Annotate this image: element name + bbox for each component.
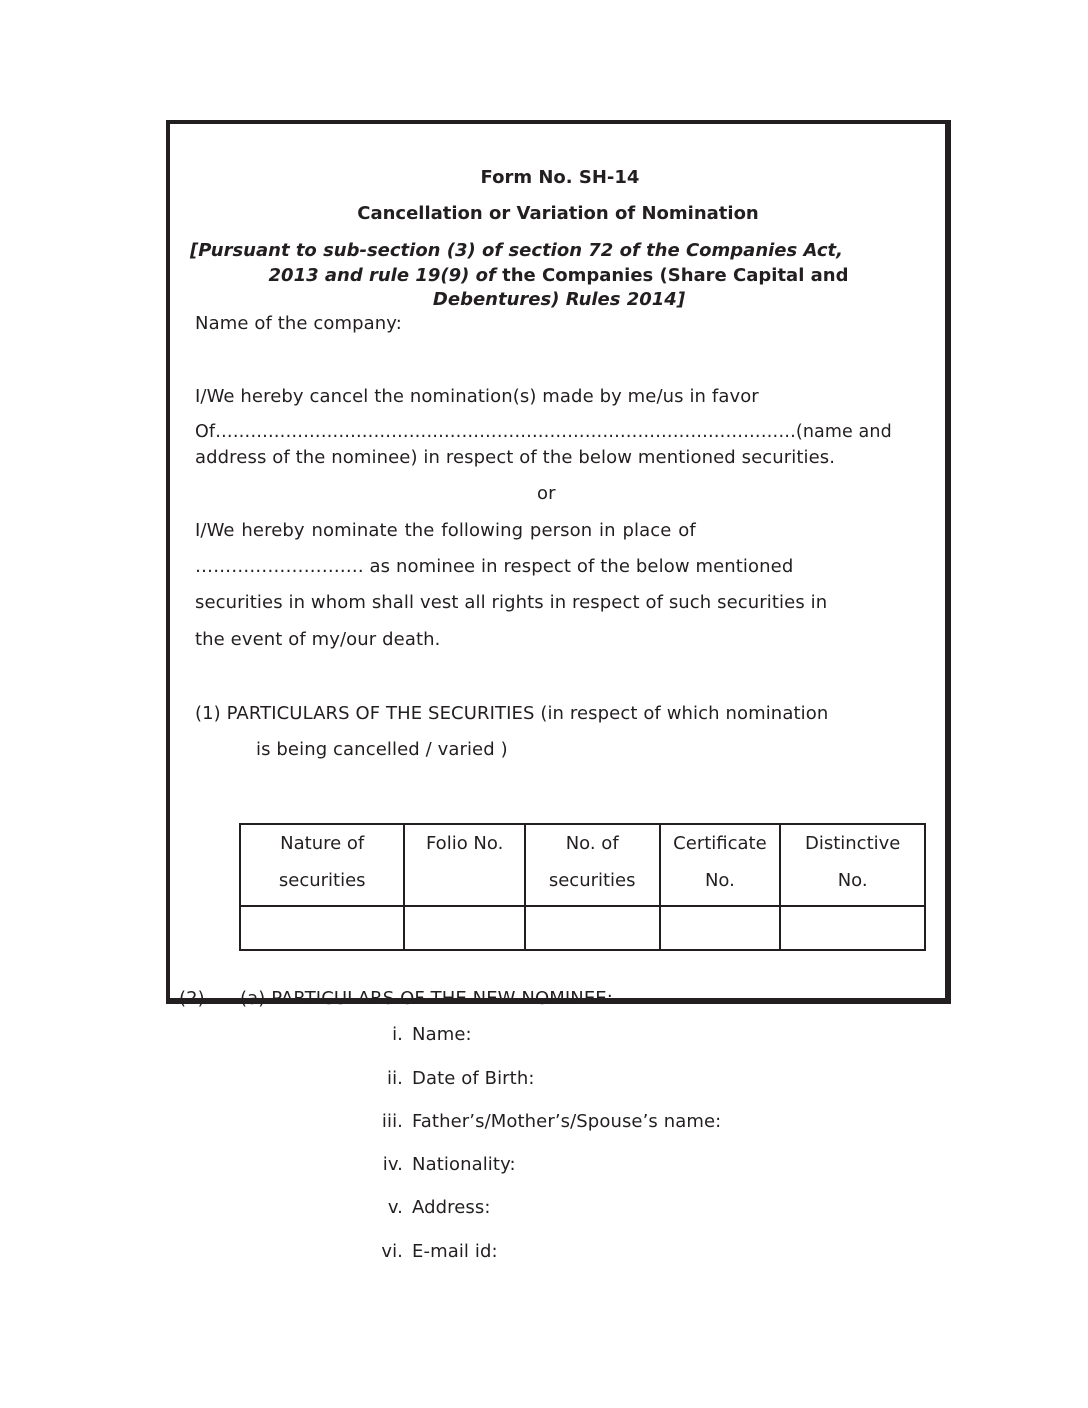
pursuant-line-1: [Pursuant to sub-section (3) of section 72 of the Companies Act, <box>190 240 843 261</box>
section-1-heading: (1) PARTICULARS OF THE SECURITIES (in respect of which nomination <box>195 703 829 724</box>
section-1-subheading: is being cancelled / varied ) <box>256 739 508 760</box>
list-number: vi. <box>381 1241 403 1262</box>
section-2-number: (2) <box>179 988 205 1009</box>
nominate-line-1: I/We hereby nominate the following person in place of <box>195 520 696 541</box>
pursuant-line-2-italic: 2013 and rule 19(9) of <box>268 265 503 286</box>
nominee-address-label: Address: <box>412 1197 491 1218</box>
nominee-name-label: Name: <box>412 1024 472 1045</box>
header-certificate-no: Certificate No. <box>660 824 781 906</box>
cell-no-of-securities[interactable] <box>525 906 660 950</box>
cell-distinctive-no[interactable] <box>780 906 925 950</box>
pursuant-line-2 <box>0 265 1088 286</box>
nominee-nationality-label: Nationality: <box>412 1154 516 1175</box>
pursuant-line-2-bold: the Companies (Share Capital and <box>502 265 849 286</box>
nominate-line-2: ………………………. as nominee in respect of the below mentioned <box>195 556 794 577</box>
nominee-field-parent-spouse <box>363 1111 721 1132</box>
or-text: or <box>537 483 556 504</box>
nominee-field-nationality <box>363 1154 516 1175</box>
nominate-line-4: the event of my/our death. <box>195 629 441 650</box>
company-name-label: Name of the company: <box>195 313 402 334</box>
cell-folio-no[interactable] <box>404 906 524 950</box>
header-no-of-securities: No. of securities <box>525 824 660 906</box>
cancel-line-3: address of the nominee) in respect of the below mentioned securities. <box>195 447 836 468</box>
nominee-field-dob <box>363 1068 535 1089</box>
form-title: Cancellation or Variation of Nomination <box>357 203 759 224</box>
nominee-email-label: E-mail id: <box>412 1241 498 1262</box>
nominee-dob-label: Date of Birth: <box>412 1068 535 1089</box>
list-number: v. <box>387 1197 403 1218</box>
table-row <box>240 906 925 950</box>
table-header-row <box>240 824 925 906</box>
list-number: i. <box>392 1024 403 1045</box>
securities-table <box>239 823 926 951</box>
cell-nature-of-securities[interactable] <box>240 906 404 950</box>
cancel-line-1: I/We hereby cancel the nomination(s) made by me/us in favor <box>195 386 759 407</box>
nominee-field-email <box>363 1241 498 1262</box>
list-number: iii. <box>381 1111 403 1132</box>
header-distinctive-no: Distinctive No. <box>780 824 925 906</box>
cell-certificate-no[interactable] <box>660 906 781 950</box>
pursuant-line-3: Debentures) Rules 2014] <box>432 289 686 310</box>
nominate-line-3: securities in whom shall vest all rights in respect of such securities in <box>195 592 828 613</box>
header-folio-no: Folio No. <box>404 824 524 906</box>
form-number: Form No. SH-14 <box>480 167 640 188</box>
section-2-heading: (a) PARTICULARS OF THE NEW NOMINEE: <box>240 988 613 1009</box>
nominee-field-name <box>363 1024 472 1045</box>
list-number: ii. <box>386 1068 403 1089</box>
nominee-field-address <box>363 1197 491 1218</box>
header-nature-of-securities: Nature of securities <box>240 824 404 906</box>
cancel-line-2: Of………………………………………………………………………………………(name and <box>195 422 892 442</box>
nominee-parent-label: Father’s/Mother’s/Spouse’s name: <box>412 1111 722 1132</box>
list-number: iv. <box>382 1154 403 1175</box>
